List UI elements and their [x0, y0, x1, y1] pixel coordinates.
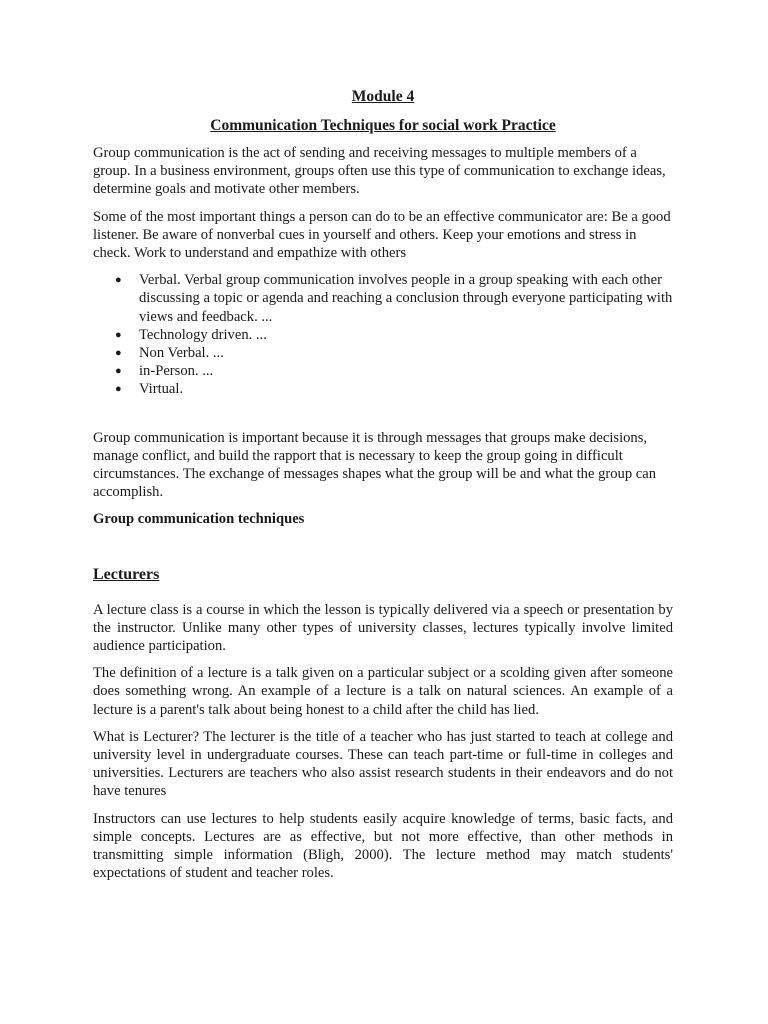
- bullet-icon: ●: [115, 365, 122, 378]
- lecturers-paragraph-2: The definition of a lecture is a talk given on a particular subject or a scolding given after someone does something wrong. An example of a lecture is a talk on natural sciences. An example of a lecture is a parent's talk about being honest to a child after the child has lied.: [93, 665, 673, 718]
- list-item-text: Non Verbal. ...: [139, 345, 224, 362]
- list-item: [115, 271, 673, 326]
- bullet-icon: ●: [115, 328, 122, 341]
- lecturers-heading: Lecturers: [93, 565, 160, 583]
- techniques-heading: Group communication techniques: [93, 511, 305, 528]
- list-item: [115, 362, 673, 380]
- bullet-icon: ●: [115, 383, 122, 396]
- list-item-text: Verbal. Verbal group communication involves people in a group speaking with each other discussing a topic or agenda and reaching a conclusion through everyone participating with views and feedback. ...: [139, 272, 673, 325]
- document-page: [93, 87, 673, 883]
- list-item: [115, 326, 673, 344]
- list-item: [115, 344, 673, 362]
- communication-types-list: [93, 271, 673, 398]
- lecturers-paragraph-3: What is Lecturer? The lecturer is the title of a teacher who has just started to teach at college and university level in undergraduate courses. These can teach part-time or full-time in colleges and universities. Lecturers are teachers who also assist research students in their endeavors and do not have tenures: [93, 728, 673, 800]
- intro-paragraph-1: Group communication is the act of sending and receiving messages to multiple members of a group. In a business environment, groups often use this type of communication to exchange ideas, determine goals and motivate other members.: [93, 145, 666, 198]
- list-item-text: Virtual.: [139, 381, 184, 398]
- module-title: Module 4: [351, 88, 415, 105]
- list-item: [115, 380, 673, 398]
- list-item-text: in-Person. ...: [139, 363, 214, 380]
- lecturers-paragraph-1: A lecture class is a course in which the lesson is typically delivered via a speech or presentation by the instructor. Unlike many other types of university classes, lectures typically involve limited audience participation.: [93, 601, 673, 655]
- list-item-text: Technology driven. ...: [139, 326, 267, 343]
- lecturers-paragraph-4: Instructors can use lectures to help students easily acquire knowledge of terms, basic facts, and simple concepts. Lectures are as effective, but not more effective, than other methods in transmitting simple information (Bligh, 2000). The lecture method may match students' expectations of student and teacher roles.: [93, 810, 673, 882]
- bullet-icon: ●: [115, 347, 122, 360]
- importance-paragraph: Group communication is important because it is through messages that groups make decisions, manage conflict, and build the rapport that is necessary to keep the group going in difficult circumstances. The exchange of messages shapes what the group will be and what the group can accomplish.: [93, 429, 657, 501]
- document-subtitle: Communication Techniques for social work Practice: [210, 117, 556, 134]
- intro-paragraph-2: Some of the most important things a person can do to be an effective communicator are: Be a good listener. Be aware of nonverbal cues in yourself and others. Keep your emotions and stress in check. Work to understand and empathize with others: [93, 208, 671, 262]
- bullet-icon: ●: [115, 274, 122, 287]
